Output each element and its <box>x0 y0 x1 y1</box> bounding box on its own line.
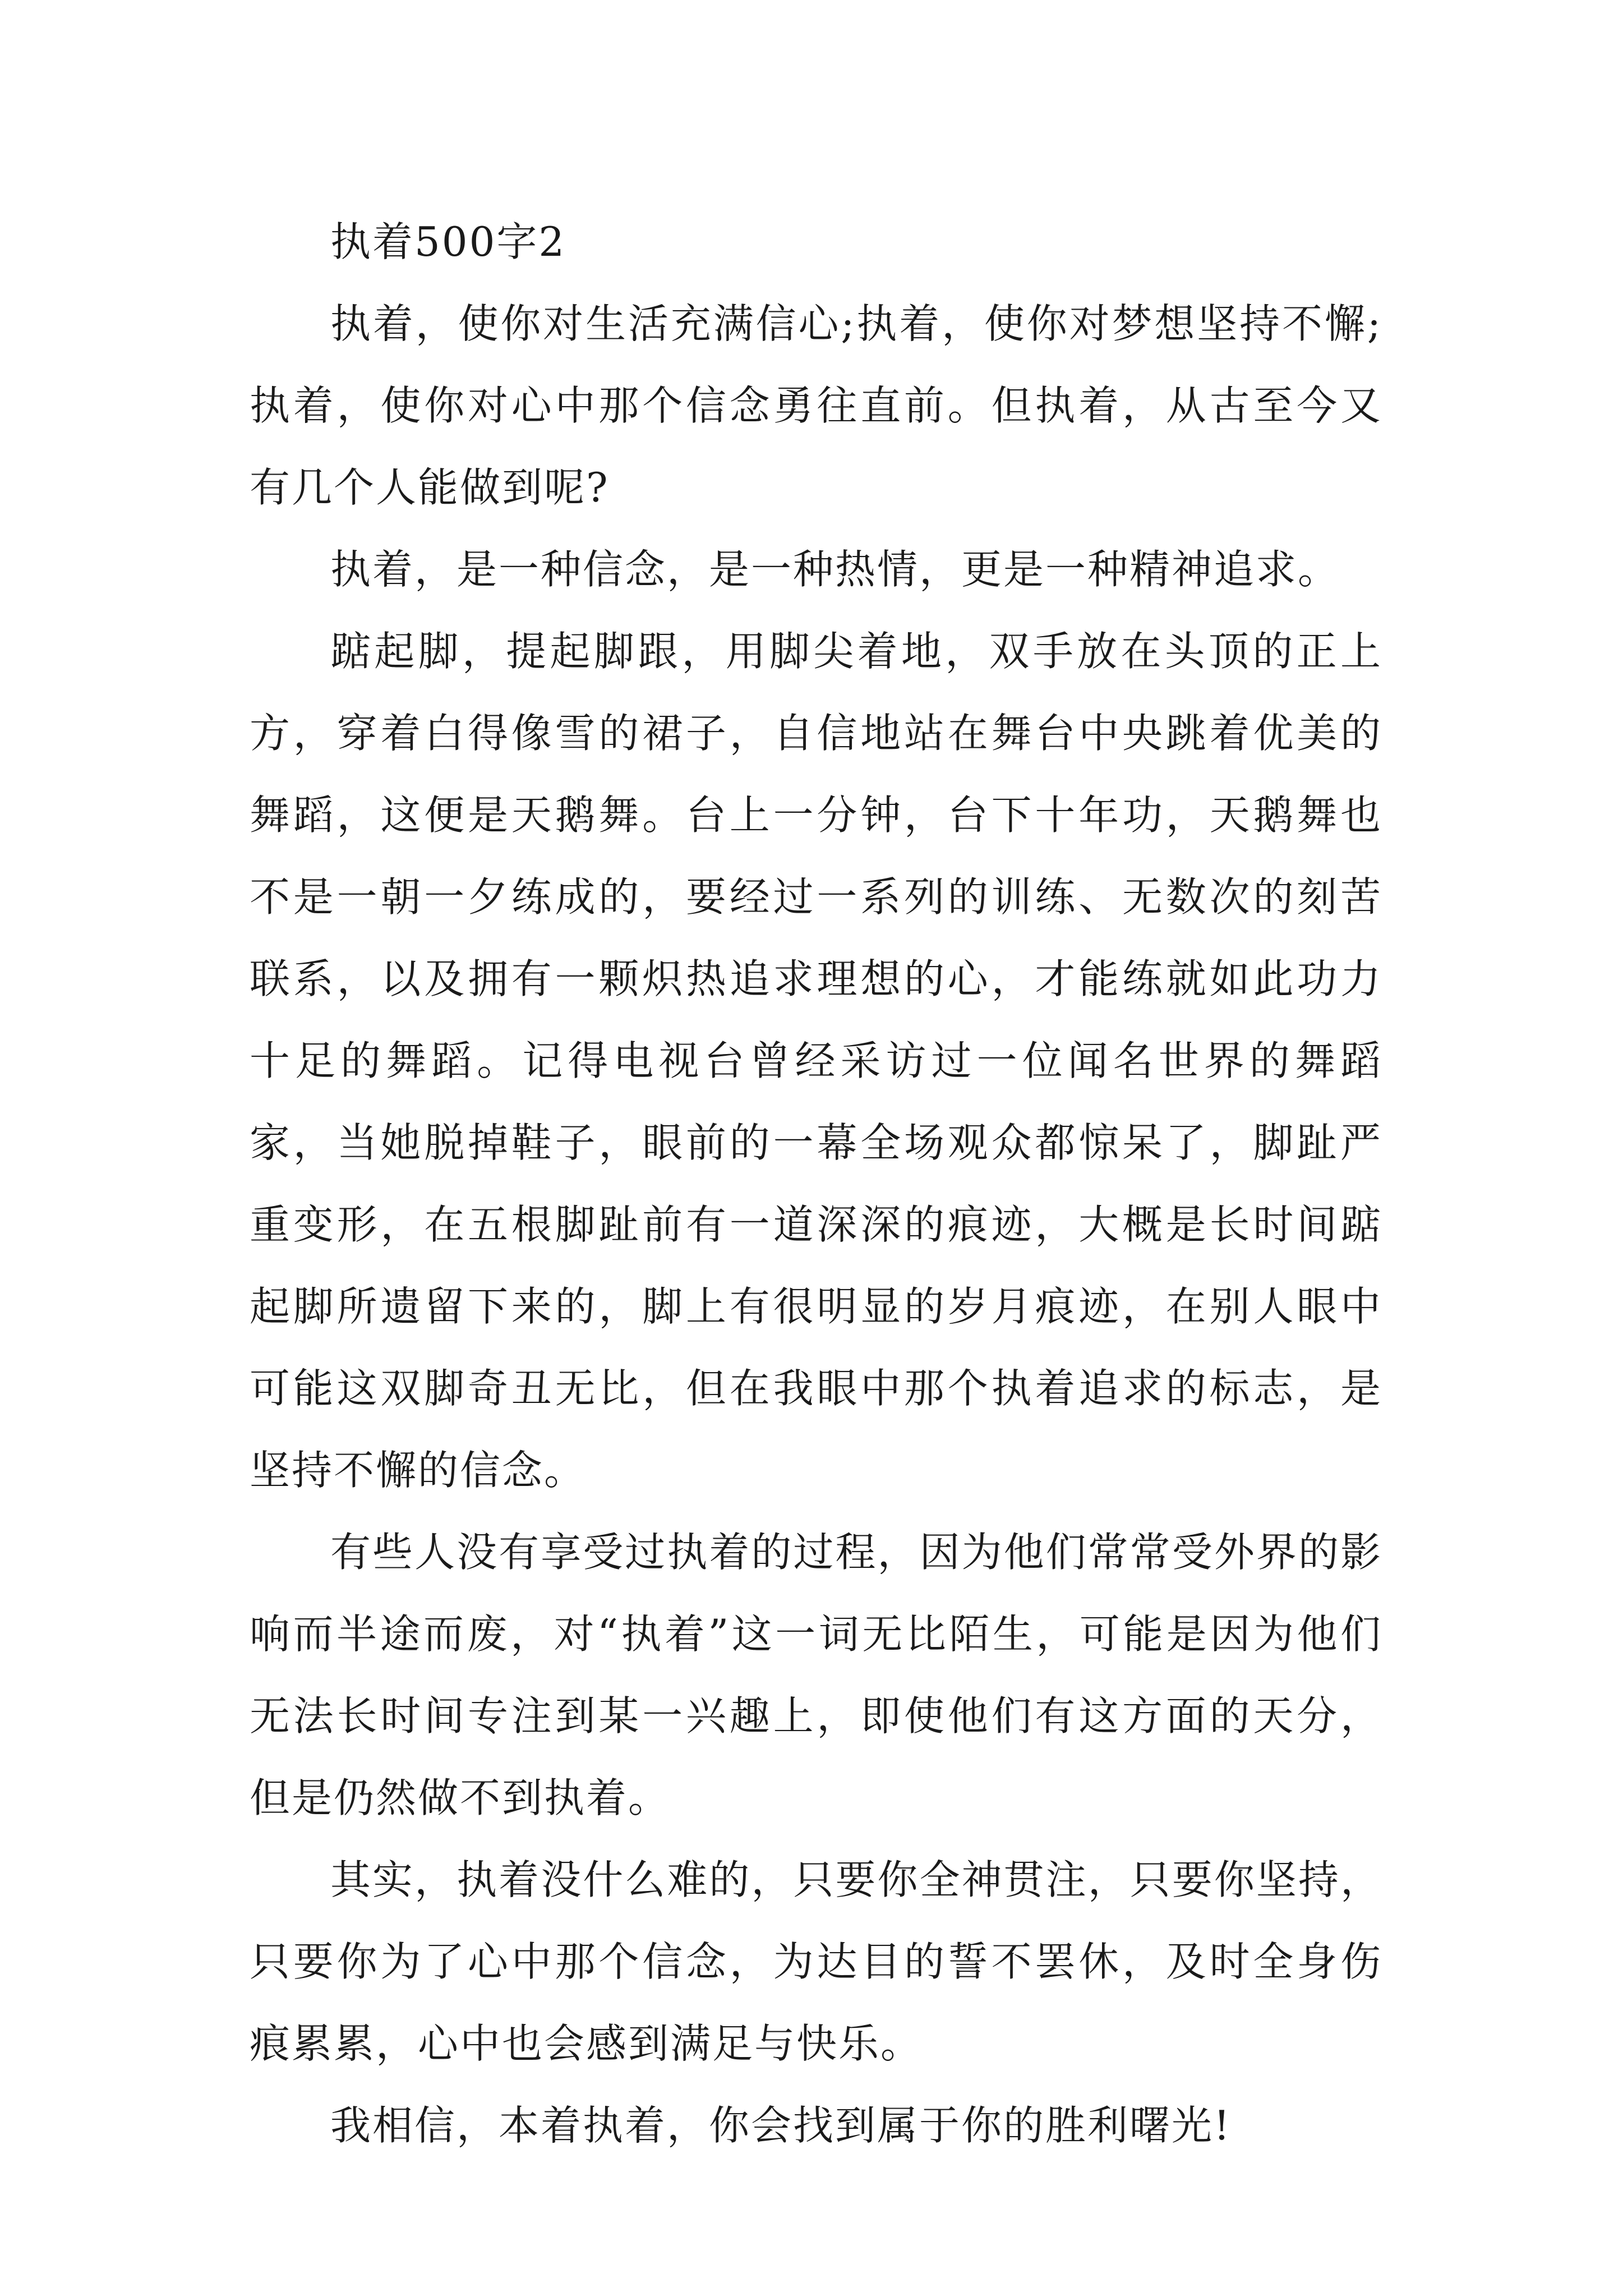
paragraph: 其实，执着没什么难的，只要你全神贯注，只要你坚持，只要你为了心中那个信念，为达目的誓不罢休，及时全身伤痕累累，心中也会感到满足与快乐。 <box>250 1856 1382 2067</box>
paragraph: 踮起脚，提起脚跟，用脚尖着地，双手放在头顶的正上方，穿着白得像雪的裙子，自信地站在舞台中央跳着优美的舞蹈，这便是天鹅舞。台上一分钟，台下十年功，天鹅舞也不是一朝一夕练成的，要经过一系列的训练、无数次的刻苦联系，以及拥有一颗炽热追求理想的心，才能练就如此功力十足的舞蹈。记得电视台曾经采访过一位闻名世界的舞蹈家，当她脱掉鞋子，眼前的一幕全场观众都惊呆了，脚趾严重变形，在五根脚趾前有一道深深的痕迹，大概是长时间踮起脚所遗留下来的，脚上有很明显的岁月痕迹，在别人眼中可能这双脚奇丑无比，但在我眼中那个执着追求的标志，是坚持不懈的信念。 <box>250 628 1382 1494</box>
paragraph: 有些人没有享受过执着的过程，因为他们常常受外界的影响而半途而废，对“执着”这一词无比陌生，可能是因为他们无法长时间专注到某一兴趣上，即使他们有这方面的天分，但是仍然做不到执着。 <box>250 1529 1382 1821</box>
paragraph: 执着，使你对生活充满信心;执着，使你对梦想坚持不懈;执着，使你对心中那个信念勇往直前。但执着，从古至今又有几个人能做到呢? <box>250 300 1382 511</box>
document-body <box>250 201 1382 2166</box>
paragraph: 我相信，本着执着，你会找到属于你的胜利曙光! <box>330 2102 1232 2149</box>
paragraph: 执着，是一种信念，是一种热情，更是一种精神追求。 <box>330 546 1340 593</box>
document-title: 执着500字2 <box>330 218 566 265</box>
